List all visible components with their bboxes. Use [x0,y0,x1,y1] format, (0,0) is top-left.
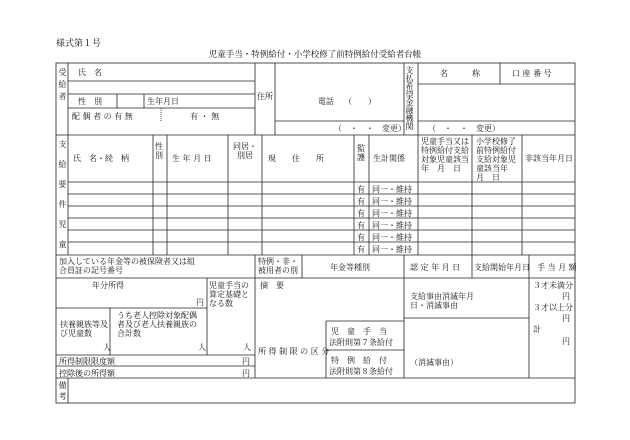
spouse-label: 配 偶 者 の 有 無 [72,112,133,121]
person-unit-2: 人 [198,343,206,352]
col-same-residence: 同居・別居 [233,142,257,160]
over3-label: ３才以上分 [533,303,573,312]
livelihood-cell: 同一・維持 [372,209,412,218]
livelihood-cell: 同一・維持 [372,197,412,206]
phone-label: 電話 [318,97,334,106]
yen-unit: 円 [562,337,570,346]
amount-label: 手 当 月 額 [537,263,577,272]
custody-cell: 有 [357,233,365,242]
yen-unit: 円 [196,298,204,307]
birth-label: 生年月日 [147,97,179,106]
annual-income-label: 年分所得 [92,281,124,290]
yen-unit: 円 [242,369,250,378]
form-number: 様式第１号 [56,39,102,49]
col-name: 氏 名・続 柄 [73,154,129,163]
person-unit-3: 人 [243,343,251,352]
col-target-date: 児童手当又は特例給付支給対象児童該当年 月 日 [421,137,469,173]
under3-label: ３才未満分 [533,281,573,290]
bank-name-label: 名 称 [440,69,480,78]
insurer-label: 加入している年金等の被保険者又は組合員証の記号番号 [59,257,195,275]
child-allowance-label: 児 童 手 当 [331,327,387,336]
name-label: 氏 名 [78,68,102,77]
page-title: 児童手当・特例給付・小学校修了前特例給付受給者台帳 [208,50,422,60]
sex-label: 性 別 [78,97,102,106]
phone-paren: （ ） [344,97,376,106]
livelihood-cell: 同一・維持 [372,245,412,254]
children-section-label: 支給要件児童 [58,140,67,260]
basis-count-label: 児童手当の算定基礎となる数 [209,281,249,308]
total-label: 計 [533,325,541,334]
col-address: 現 住 所 [268,154,324,163]
restriction-class-label: 所 得 制 限 の 区 分 [258,347,330,356]
col-birth: 生 年 月 日 [172,154,212,163]
account-label: 口 座 番 号 [512,69,552,78]
col-primary-target: 小学校修了前特例給付支給対象児童該当年 月 日 [476,137,516,182]
custody-cell: 有 [357,197,365,206]
yen-unit: 円 [562,314,570,323]
recipient-section-label: 受給者 [58,68,67,104]
change-note-1: （ ・ ・ 変更） [334,124,406,133]
yen-unit: 円 [562,292,570,301]
pension-kind-label: 年金等種別 [330,263,370,272]
extinguish-reason-label: 支給事由消滅年月日・消滅事由 [410,292,474,310]
after-deduction-label: 控除後の所得額 [59,369,115,378]
livelihood-cell: 同一・維持 [372,233,412,242]
custody-cell: 有 [357,209,365,218]
child-allowance-law: 法附則第７条給付 [329,338,393,347]
col-non-target: 非該当年月日 [525,154,573,163]
summary-label: 摘 要 [260,281,284,290]
custody-cell: 有 [357,185,365,194]
special-benefit-law: 法附則第８条給付 [329,367,393,376]
start-month-label: 支給開始年月日 [474,263,530,272]
pension-type-label: 特例・非・被用者の別 [258,257,298,275]
extinguish-paren: （消滅事由） [410,358,458,367]
livelihood-cell: 同一・維持 [372,185,412,194]
person-unit-1: 人 [103,343,111,352]
change-note-2: （ ・ ・ 変更） [428,124,500,133]
yen-unit: 円 [242,357,250,366]
special-benefit-label: 特 例 給 付 [331,356,387,365]
spouse-value: 有 ・ 無 [190,112,220,121]
certified-date-label: 認 定 年 月 日 [410,263,461,272]
limit-amount-label: 所得制限限度額 [59,357,115,366]
dependents-label: 扶養親族等及び児童数 [60,320,108,338]
col-custody: 監護 [357,144,365,162]
bank-label: 支払希望金融機関 [405,66,414,130]
elderly-dependents-label: うち老人控除対象配偶者及び老人扶養親族の合計数 [117,311,197,338]
livelihood-cell: 同一・維持 [372,221,412,230]
custody-cell: 有 [357,221,365,230]
remarks-label: 備考 [58,381,67,403]
address-label: 住所 [257,92,273,101]
col-sex: 性別 [155,142,163,160]
custody-cell: 有 [357,245,365,254]
col-livelihood: 生計関係 [373,154,405,163]
